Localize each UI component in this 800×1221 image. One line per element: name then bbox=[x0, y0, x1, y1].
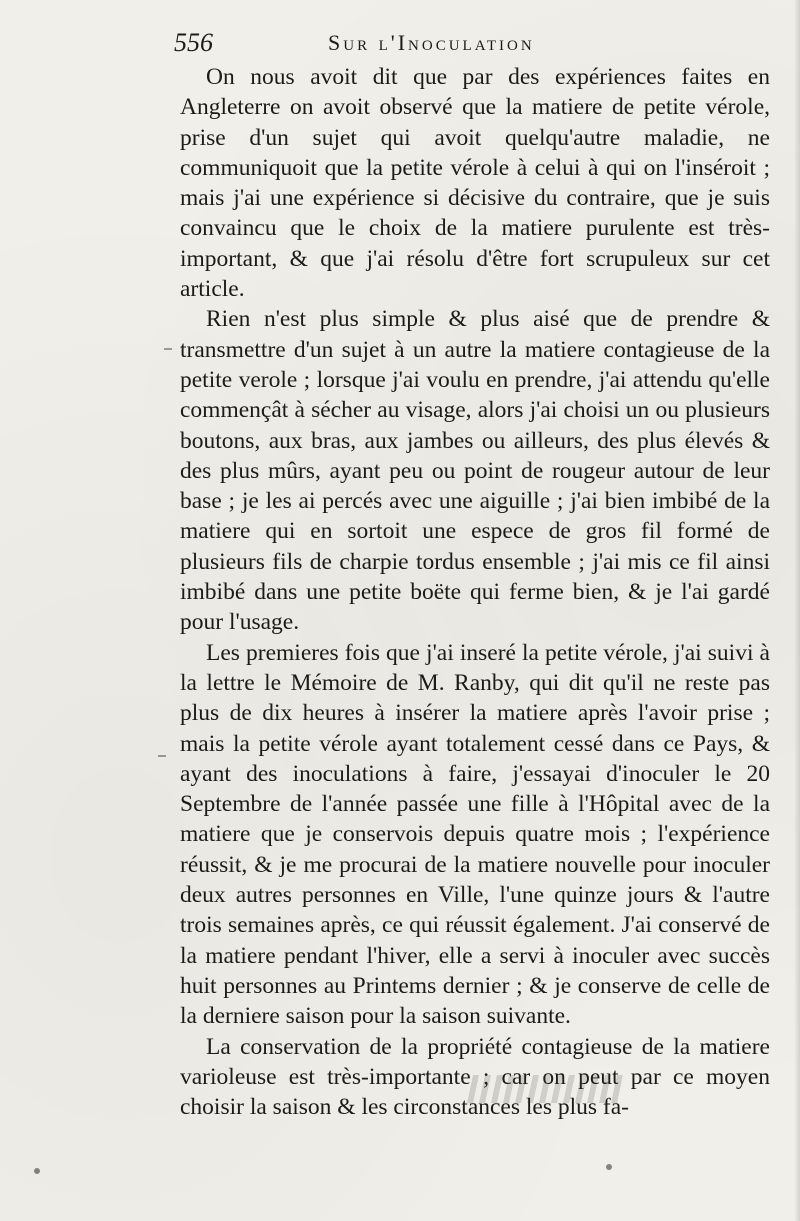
page-number: 556 bbox=[174, 28, 213, 57]
bleed-through-mark bbox=[467, 1075, 623, 1103]
paragraph-2: Rien n'est plus simple & plus aisé que de prendre & transmettre d'un sujet à un autre la matiere contagieuse de la petite verole ; lorsque j'ai voulu en prendre, j'ai attendu qu'elle commençât à sécher au visage, alors j'ai choisi un ou plusieurs boutons, aux bras, aux jambes ou ailleurs, des plus élevés & des plus mûrs, ayant peu ou point de rougeur autour de leur base ; je les ai percés avec une aiguille ; j'ai bien imbibé de la matiere qui en sortoit une espece de gros fil formé de plusieurs fils de charpie tordus ensemble ; j'ai mis ce fil ainsi imbibé dans une petite boëte qui ferme bien, & je l'ai gardé pour l'usage. bbox=[180, 306, 770, 636]
paragraph-3: Les premieres fois que j'ai inseré la petite vérole, j'ai suivi à la lettre le Mémoire de M. Ranby, qui dit qu'il ne reste pas plus de dix heures à insérer la matiere après l'avoir prise ; mais la petite vérole ayant totalement cessé dans ce Pays, & ayant des inoculations à faire, j'essayai d'inoculer le 20 Septembre de l'année passée une fille à l'Hôpital avec de la matiere que je conservois depuis quatre mois ; l'expérience réussit, & je me procurai de la matiere nouvelle pour inoculer deux autres personnes en Ville, l'une quinze jours & l'autre trois semaines après, ce qui réussit également. J'ai conservé de la matiere pendant l'hiver, elle a servi à inoculer avec succès huit personnes au Printems dernier ; & je conserve de celle de la derniere saison pour la saison suivante. bbox=[180, 639, 770, 1030]
margin-mark bbox=[158, 755, 166, 757]
ink-speck bbox=[606, 1164, 612, 1170]
paragraph-4: La conservation de la propriété contagieuse de la matiere varioleuse est très-importante ; car on peut par ce moyen choisir la saison & les circonstances les plus fa- bbox=[180, 1033, 770, 1121]
running-head: Sur l'Inoculation bbox=[328, 30, 535, 55]
ink-speck bbox=[34, 1168, 40, 1174]
page-header bbox=[174, 28, 774, 62]
page-edge-shadow bbox=[794, 0, 800, 1221]
margin-mark bbox=[164, 348, 172, 350]
paragraph-1: On nous avoit dit que par des expériences faites en Angleterre on avoit observé que la matiere de petite vérole, prise d'un sujet qui avoit quelqu'autre maladie, ne communiquoit que la petite vérole à celui à qui on l'inséroit ; mais j'ai une expérience si décisive du contraire, que je suis convaincu que le choix de la matiere purulente est très-important, & que j'ai résolu d'être fort scrupuleux sur cet article. bbox=[180, 64, 770, 303]
body-text bbox=[180, 62, 770, 1122]
